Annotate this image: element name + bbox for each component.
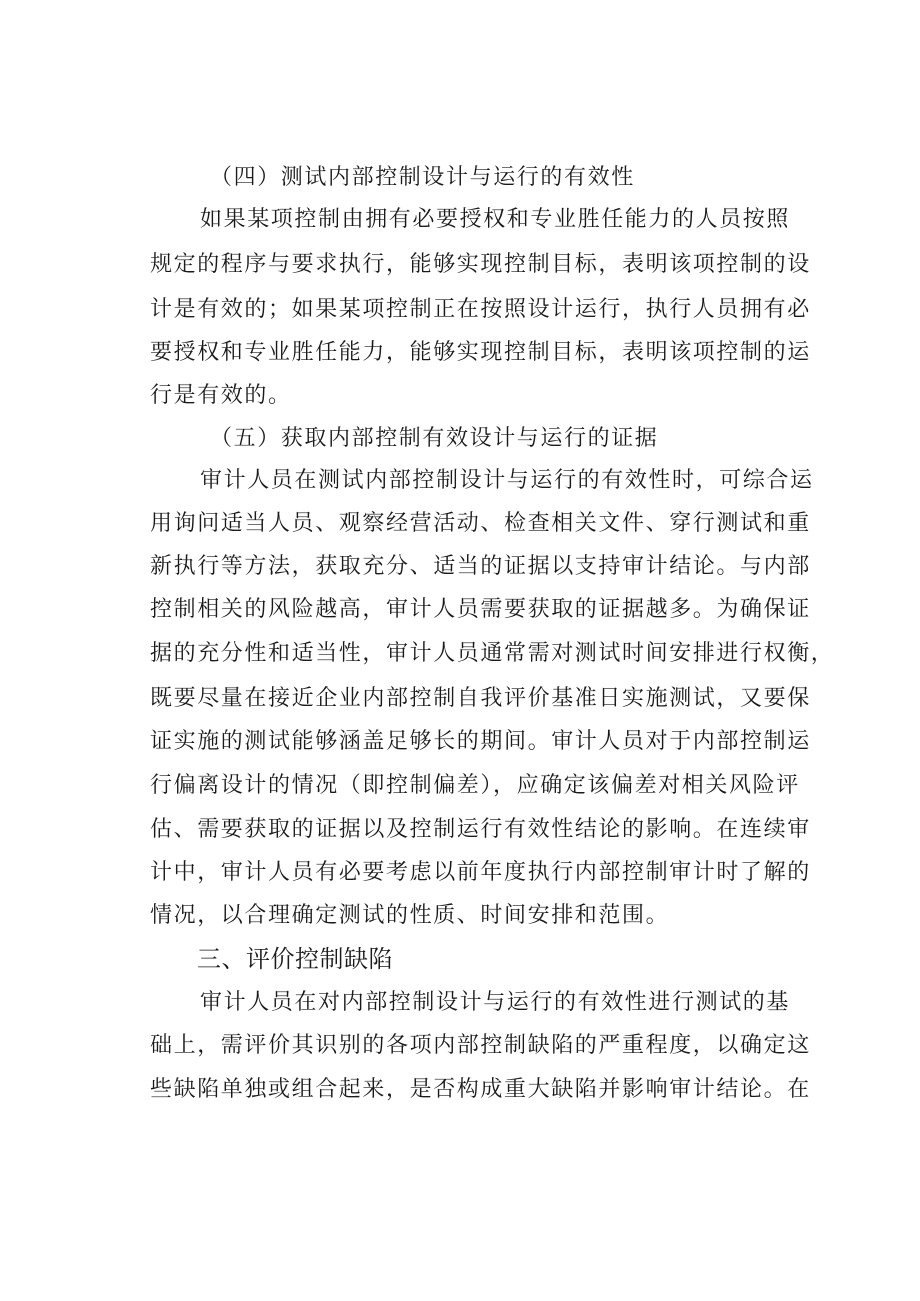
paragraph-line: 估、需要获取的证据以及控制运行有效性结论的影响。在连续审	[150, 817, 811, 842]
paragraph-line: 审计人员在对内部控制设计与运行的有效性进行测试的基	[200, 990, 791, 1015]
paragraph-line: 行是有效的。	[150, 383, 292, 408]
paragraph-line: 要授权和专业胜任能力，能够实现控制目标，表明该项控制的运	[150, 340, 811, 365]
paragraph-line: 计是有效的；如果某项控制正在按照设计运行，执行人员拥有必	[150, 297, 811, 322]
paragraph-line: 用询问适当人员、观察经营活动、检查相关文件、穿行测试和重	[150, 511, 811, 536]
section-heading-3: 三、评价控制缺陷	[197, 945, 393, 973]
subsection-heading-5: （五）获取内部控制有效设计与运行的证据	[210, 426, 659, 451]
paragraph-line: 些缺陷单独或组合起来，是否构成重大缺陷并影响审计结论。在	[150, 1077, 811, 1102]
paragraph-line: 行偏离设计的情况（即控制偏差），应确定该偏差对相关风险评	[150, 773, 800, 798]
paragraph-line: 如果某项控制由拥有必要授权和专业胜任能力的人员按照	[200, 207, 791, 232]
paragraph-line: 规定的程序与要求执行，能够实现控制目标，表明该项控制的设	[150, 252, 811, 277]
paragraph-line: 证实施的测试能够涵盖足够长的期间。审计人员对于内部控制运	[150, 729, 811, 754]
paragraph-line: 计中，审计人员有必要考虑以前年度执行内部控制审计时了解的	[150, 860, 811, 885]
paragraph-line: 情况，以合理确定测试的性质、时间安排和范围。	[150, 903, 670, 928]
paragraph-line: 础上，需评价其识别的各项内部控制缺陷的严重程度，以确定这	[150, 1033, 811, 1058]
paragraph-line: 控制相关的风险越高，审计人员需要获取的证据越多。为确保证	[150, 597, 811, 622]
paragraph-line: 既要尽量在接近企业内部控制自我评价基准日实施测试，又要保	[150, 686, 811, 711]
paragraph-line: 据的充分性和适当性，审计人员通常需对测试时间安排进行权衡，	[150, 641, 835, 666]
paragraph-line: 新执行等方法，获取充分、适当的证据以支持审计结论。与内部	[150, 554, 811, 579]
paragraph-line: 审计人员在测试内部控制设计与运行的有效性时，可综合运	[200, 468, 814, 493]
subsection-heading-4: （四）测试内部控制设计与运行的有效性	[210, 165, 635, 190]
